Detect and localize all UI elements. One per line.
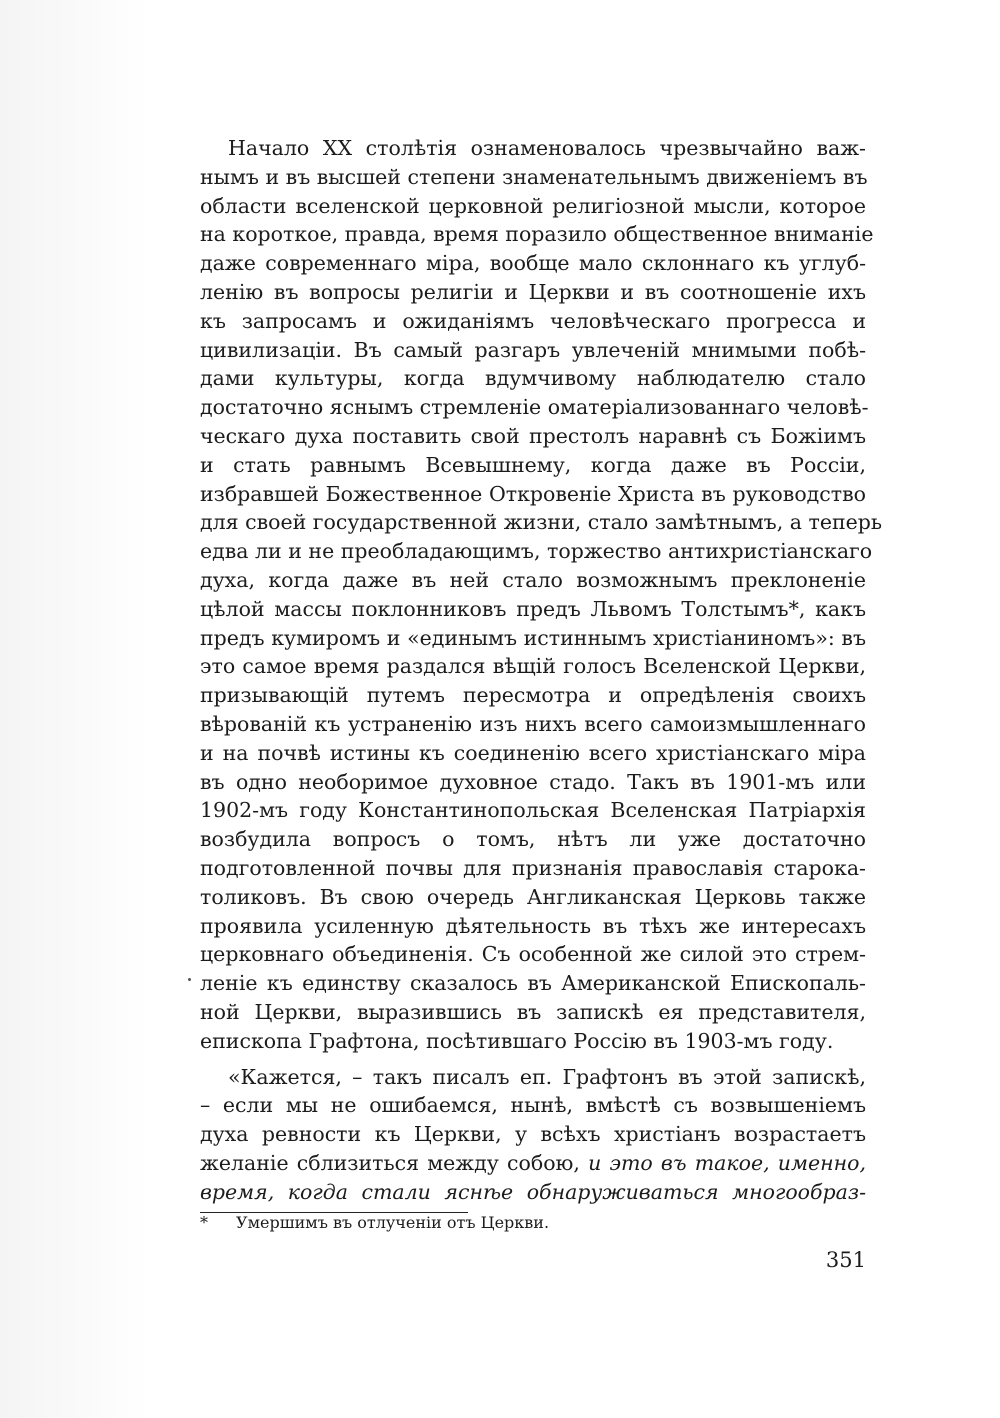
text-line: духа ревности къ Церкви, у всѣхъ христіанъ возрастаетъ <box>200 1122 866 1147</box>
text-line: едва ли и не преобладающимъ, торжество антихристіанскаго <box>200 539 873 564</box>
text-line: епископа Графтона, посѣтившаго Россію въ 1903-мъ году. <box>200 1028 834 1053</box>
scan-shadow <box>0 0 150 1418</box>
text-line: проявила усиленную дѣятельность въ тѣхъ же интересахъ <box>200 913 866 938</box>
text-line: избравшей Божественное Откровеніе Христа въ руководство <box>200 481 866 506</box>
text-line: 1902-мъ году Константинопольская Вселенская Патріархія <box>200 798 866 823</box>
text-line: возбудила вопросъ о томъ, нѣтъ ли уже достаточно <box>200 827 866 852</box>
footnote <box>200 1212 866 1234</box>
text-line: на короткое, правда, время поразило общественное вниманіе <box>200 222 874 247</box>
text-line: толиковъ. Въ свою очередь Англиканская Церковь также <box>200 884 866 909</box>
text-line-mixed <box>200 1149 866 1178</box>
text-line: призывающій путемъ пересмотра и опредѣленія своихъ <box>200 683 866 708</box>
text-line: и на почвѣ истины къ соединенію всего христіанскаго міра <box>200 740 866 765</box>
text-line: нымъ и въ высшей степени знаменательнымъ движеніемъ въ <box>200 164 868 189</box>
text-line: области вселенской церковной религіозной мысли, которое <box>200 193 866 218</box>
text-line: дами культуры, когда вдумчивому наблюдателю стало <box>200 366 866 391</box>
text-line: въ одно необоримое духовное стадо. Такъ въ 1901-мъ или <box>200 769 866 794</box>
text-line: – если мы не ошибаемся, нынѣ, вмѣстѣ съ возвышеніемъ <box>200 1093 866 1118</box>
text-line: цѣлой массы поклонниковъ предъ Львомъ Толстымъ*, какъ <box>200 596 866 621</box>
text-line: даже современнаго міра, вообще мало склоннаго къ углуб- <box>200 251 866 276</box>
footnote-text: Умершимъ въ отлученіи отъ Церкви. <box>236 1213 550 1232</box>
text-line: Начало XX столѣтія ознаменовалось чрезвычайно важ- <box>228 136 866 160</box>
paragraph-1 <box>200 134 883 1056</box>
body-text <box>200 134 883 1206</box>
text-line: леніе къ единству сказалось въ Американской Епископаль- <box>200 971 866 996</box>
text-line: и стать равнымъ Всевышнему, когда даже въ Россіи, <box>200 452 866 477</box>
text-line: ческаго духа поставить свой престолъ наравнѣ съ Божіимъ <box>200 423 866 448</box>
text-line: подготовленной почвы для признанія православія старока- <box>200 855 866 880</box>
text-line: достаточно яснымъ стремленіе оматеріализованнаго человѣ- <box>200 395 869 420</box>
text-run-plain: желаніе сблизиться между собою, <box>200 1150 589 1175</box>
text-line: вѣрованій къ устраненію изъ нихъ всего самоизмышленнаго <box>200 711 866 736</box>
text-line: ной Церкви, выразившись въ запискѣ ея представителя, <box>200 999 866 1024</box>
text-line-italic: время, когда стали яснѣе обнаруживаться многообраз- <box>200 1179 866 1204</box>
text-line: ленію въ вопросы религіи и Церкви и въ соотношеніе ихъ <box>200 279 866 304</box>
page-number: 351 <box>825 1248 866 1272</box>
text-run-italic: и это въ такое, именно, <box>588 1150 866 1175</box>
text-line: къ запросамъ и ожиданіямъ человѣческаго прогресса и <box>200 308 866 333</box>
paragraph-2 <box>200 1063 866 1207</box>
text-line: для своей государственной жизни, стало замѣтнымъ, а теперь <box>200 510 883 535</box>
text-line: это самое время раздался вѣщій голосъ Вселенской Церкви, <box>200 654 866 679</box>
text-line: «Кажется, – такъ писалъ еп. Графтонъ въ этой запискѣ, <box>228 1064 866 1089</box>
text-line: предъ кумиромъ и «единымъ истиннымъ христіаниномъ»: въ <box>200 625 866 650</box>
text-line: духа, когда даже въ ней стало возможнымъ преклоненіе <box>200 567 866 592</box>
footnote-mark: * <box>200 1213 208 1232</box>
text-line: церковнаго объединенія. Съ особенной же силой это стрем- <box>200 942 866 967</box>
text-line: цивилизаціи. Въ самый разгаръ увлеченій мнимыми побѣ- <box>200 337 866 362</box>
scan-speck <box>188 978 191 981</box>
